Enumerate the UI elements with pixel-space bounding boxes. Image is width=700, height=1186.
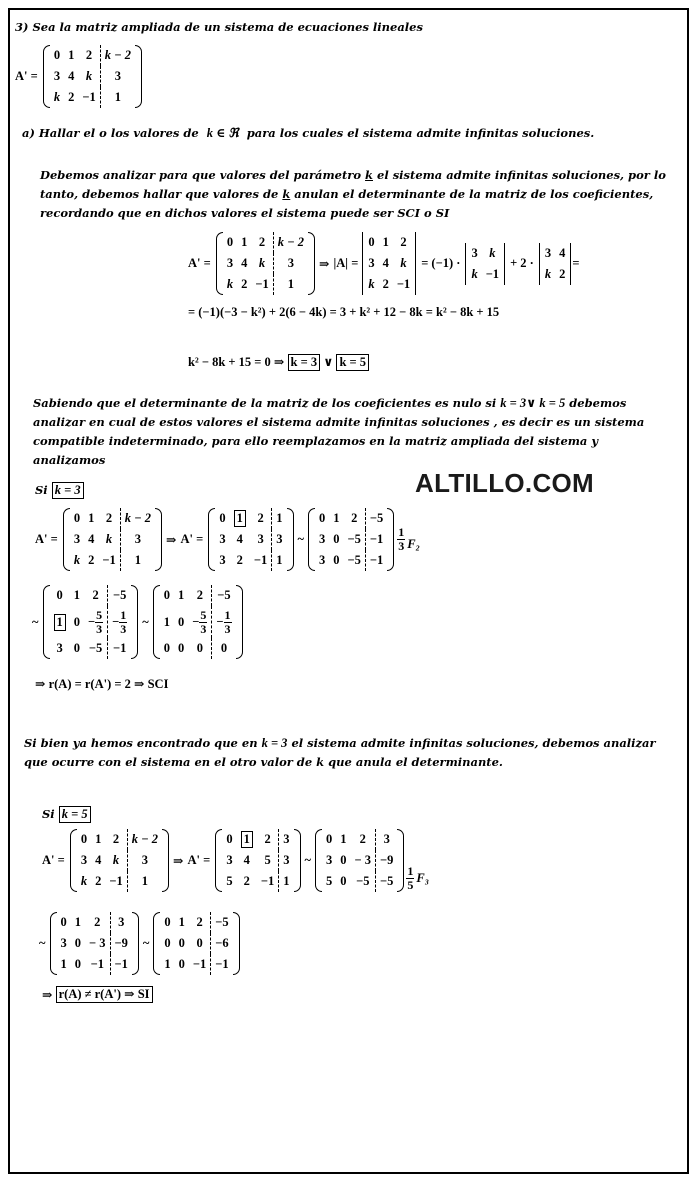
matrix-cell: 1 [273,274,308,295]
matrix-row [77,829,162,850]
matrix-cell: − $\frac{5}{3}$ [88,607,103,636]
matrix-cell: 2 [236,553,243,567]
matrix-cell: 0 [196,641,203,655]
matrix-cell: k [544,266,552,281]
or-symbol: ∨ [323,355,334,369]
matrix-cell: 1 [382,235,389,249]
det-absA: |A| = [333,256,359,270]
matrix-cell: 3 [226,256,234,270]
matrix-cell: 3 [120,529,155,550]
case5-op-num: 1 [407,864,414,878]
k5-box: k = 5 [336,354,369,371]
det-3x3 [361,232,417,295]
matrix-cell: −5 [356,874,370,888]
matrix-cell: −1 [192,957,207,971]
matrix-row [541,243,570,264]
case3-row-operation [397,526,420,553]
matrix-cell: 2 [400,235,407,249]
matrix-cell: − $\frac{1}{3}$ [212,606,236,638]
para1-t3: anulan el determinante de la matriz de los coeficientes, recordando que en dichos valores el sistema puede ser SCI o SI [40,187,654,220]
matrix-cell: −5 [212,585,236,606]
matrix-cell: 0 [212,638,236,659]
case3-matrix-2 [308,508,394,571]
case5-tilde-3: ~ [142,936,150,950]
det-line3-pre: k² − 8k + 15 = 0 ⇒ [188,355,285,369]
matrix-cell: 0 [73,614,81,629]
det-plus2: + 2 · [510,256,534,270]
matrix-cell: 2 [196,588,203,602]
determinant-line-1 [188,232,579,295]
case5-implies: ⇒ [173,853,184,868]
matrix-cell: k [471,266,478,281]
matrix-cell: 0 [196,936,203,950]
matrix-cell: 4 [95,853,102,867]
matrix-cell: 1 [272,550,287,571]
para1-t2: el sistema admite infinitas soluciones, por lo tanto, debemos hallar que valores de [40,168,666,201]
case5-matrix-2 [315,829,404,892]
para1-k1: k [365,168,373,182]
case5-matrix-4 [153,912,239,975]
matrix-cell: −1 [485,266,500,281]
case5-tilde-2: ~ [39,936,46,950]
matrix-cell: 1 [88,511,95,525]
matrix-cell: −1 [90,957,104,971]
matrix-cell: k − 2 [120,508,155,529]
matrix-row [70,550,155,571]
k3-box: k = 3 [288,354,321,371]
matrix-cell: 2 [92,588,99,602]
case3-matrix-3 [43,585,139,659]
paragraph-other-value [24,734,674,772]
matrix-cell: 3 [326,853,333,867]
para2-t2: debemos analizar en cual de estos valores el sistema admite infinitas soluciones , es decir es un sistema compatible indeterminado, para ello reemplazamos en la matriz ampliada del sistema y analizamos [33,396,645,467]
matrix-cell: 0 [53,48,61,62]
matrix-row [50,585,132,606]
matrix-row [223,232,308,253]
matrix-cell: 3 [368,256,375,270]
matrix-cell: 2 [559,266,566,281]
matrix-row [315,529,387,550]
matrix-row [541,264,570,285]
det-aug-matrix [216,232,315,295]
matrix-cell: 2 [351,511,358,525]
matrix-cell: 2 [112,832,120,846]
matrix-row [467,243,503,264]
matrix-cell: k [112,853,120,867]
matrix-cell: 2 [264,832,271,846]
matrix-row [50,638,132,659]
matrix-cell: 0 [178,614,185,629]
case5-si: Si [42,807,55,821]
matrix-row [50,606,132,638]
matrix-cell: −5 [88,641,103,655]
case3-matrix-1 [208,508,293,571]
matrix-cell: 3 [219,553,226,567]
case5-row1 [42,829,429,892]
part-a-tail: para los cuales el sistema admite infinitas soluciones. [246,126,595,140]
matrix-cell: k [80,874,88,888]
matrix-cell: k [400,256,407,270]
case5-label-1: A' = [42,853,65,867]
matrix-row [222,829,293,850]
case5-result-arrow: ⇒ [42,987,53,1002]
part-a-text: a) Hallar el o los valores de [22,126,199,140]
matrix-label: A' = [15,69,38,83]
case3-k-box: k = 3 [52,482,84,499]
det-minor-1 [464,243,506,285]
matrix-cell: 4 [241,256,248,270]
det-matrix-label: A' = [188,256,211,270]
matrix-cell: −5 [347,553,361,567]
matrix-cell: 1 [68,48,75,62]
matrix-row [322,850,397,871]
matrix-cell: −1 [102,553,116,567]
matrix-row [223,274,308,295]
matrix-cell: 1 [230,508,250,529]
para2-t1: Sabiendo que el determinante de la matriz de los coeficientes es nulo si [33,396,501,410]
matrix-row [364,253,414,274]
matrix-row [315,508,387,529]
case5-op-row: F₃ [416,871,430,885]
matrix-cell: −5 [108,585,132,606]
case3-label-1: A' = [35,532,58,546]
matrix-cell: −5 [376,871,398,892]
matrix-cell: 0 [73,641,81,655]
matrix-row [223,253,308,274]
matrix-cell: −1 [211,954,233,975]
matrix-cell: 3 [80,853,88,867]
matrix-cell: −1 [365,550,387,571]
matrix-cell: 1 [60,957,67,971]
case5-matrix-3 [50,912,139,975]
matrix-cell: 3 [272,529,287,550]
matrix-row [160,638,236,659]
matrix-cell: 3 [56,641,63,655]
matrix-cell: 1 [100,87,135,108]
matrix-cell: 1 [74,915,82,929]
case5-row2 [35,912,240,975]
matrix-row [57,954,132,975]
matrix-cell: 0 [219,511,226,525]
matrix-cell: 1 [50,606,70,638]
matrix-cell: −9 [110,933,132,954]
matrix-cell: 0 [56,588,63,602]
matrix-cell: 4 [559,245,566,260]
matrix-cell: 1 [279,871,294,892]
matrix-cell: −5 [347,532,361,546]
altillo-logo: ALTILLO.COM [415,468,595,498]
matrix-row [50,87,135,108]
matrix-cell: 1 [333,511,340,525]
matrix-cell: − 3 [89,936,106,950]
matrix-row [322,829,397,850]
para2-math: k = 3∨ k = 5 [500,396,566,410]
case5-result [42,986,153,1003]
matrix-cell: 3 [544,245,552,260]
matrix-cell: 1 [73,588,81,602]
matrix-cell: 0 [74,957,82,971]
case3-tilde-2: ~ [32,614,39,629]
matrix-cell: − 3 [354,853,372,867]
matrix-cell: k [85,69,93,83]
matrix-cell: k − 2 [127,829,162,850]
matrix-cell: 1 [95,832,102,846]
case5-tilde-1: ~ [304,853,312,867]
matrix-cell: k [226,277,234,291]
matrix-cell: −5 [211,912,233,933]
matrix-cell: k − 2 [100,45,135,66]
matrix-row [467,264,503,285]
case3-op-den: 3 [398,539,405,553]
matrix-cell: −1 [365,529,387,550]
matrix-cell: 0 [178,641,185,655]
matrix-cell: 3 [127,850,162,871]
matrix-cell: 2 [243,874,250,888]
matrix-cell: 1 [127,871,162,892]
matrix-row [77,871,162,892]
case3-tilde-3: ~ [142,614,149,629]
matrix-row [222,850,293,871]
matrix-row [215,550,286,571]
matrix-cell: −1 [253,553,268,567]
matrix-row [222,871,293,892]
case3-tilde-1: ~ [297,532,305,546]
det-minus1: = (−1) · [421,256,461,270]
matrix-cell: 4 [382,256,389,270]
matrix-cell: 0 [74,936,82,950]
matrix-cell: 4 [236,532,243,546]
matrix-cell: 0 [178,957,185,971]
matrix-cell: 2 [95,874,102,888]
matrix-row [57,912,132,933]
matrix-cell: 2 [359,832,366,846]
matrix-cell: 0 [163,588,171,602]
matrix-cell: 4 [68,69,75,83]
matrix-cell: 2 [257,511,264,525]
matrix-cell: 3 [279,829,294,850]
matrix-cell: − $\frac{1}{3}$ [108,606,132,638]
part-a-math: k ∈ ℜ [206,126,239,140]
matrix-cell: 0 [73,511,81,525]
matrix-cell: 3 [219,532,226,546]
matrix-cell: 2 [382,277,389,291]
para3-math: k = 3 [261,736,288,750]
matrix-cell: 0 [340,853,347,867]
matrix-cell: 1 [237,829,257,850]
matrix-row [364,232,414,253]
para1-t1: Debemos analizar para que valores del parámetro [40,168,366,182]
matrix-cell: 0 [178,936,185,950]
case3-implies: ⇒ [166,532,177,547]
case5-op-den: 5 [407,878,414,892]
matrix-cell: 1 [164,957,171,971]
matrix-cell: 3 [110,912,132,933]
matrix-cell: −1 [109,874,123,888]
case3-si: Si [35,483,48,497]
matrix-cell: k [105,532,113,546]
initial-matrix [43,45,142,108]
matrix-cell: 0 [333,532,340,546]
matrix-cell: −6 [211,933,233,954]
case3-result: ⇒ r(A) = r(A') = 2 ⇒ SCI [35,677,169,691]
matrix-cell: 0 [60,915,67,929]
matrix-cell: 0 [333,553,340,567]
implies-symbol: ⇒ [319,256,330,271]
matrix-cell: 2 [258,235,266,249]
matrix-cell: −1 [255,277,269,291]
matrix-row [215,508,286,529]
matrix-cell: 1 [178,588,185,602]
matrix-cell: k [489,245,496,260]
matrix-cell: 3 [60,936,67,950]
matrix-cell: 1 [272,508,287,529]
case3-title [35,481,84,500]
matrix-cell: −9 [376,850,398,871]
matrix-cell: 4 [88,532,95,546]
matrix-cell: 2 [241,277,248,291]
matrix-cell: −1 [260,874,275,888]
matrix-cell: 3 [100,66,135,87]
case3-matrix-4 [153,585,243,659]
matrix-cell: 3 [73,532,81,546]
case5-label-2: A' = [187,853,211,867]
matrix-row [160,933,232,954]
matrix-row [70,529,155,550]
matrix-cell: 5 [264,853,271,867]
matrix-cell: 0 [340,874,347,888]
matrix-row [160,585,236,606]
paragraph-parameter [40,166,670,223]
matrix-row [215,529,286,550]
matrix-cell: 0 [164,915,171,929]
matrix-cell: −1 [110,954,132,975]
matrix-cell: 3 [273,253,308,274]
matrix-cell: 3 [226,853,233,867]
matrix-row [315,550,387,571]
matrix-row [322,871,397,892]
case3-matrix-general [63,508,162,571]
matrix-cell: 1 [340,832,347,846]
matrix-cell: −1 [108,638,132,659]
matrix-cell: −1 [396,277,411,291]
matrix-cell: 2 [88,553,95,567]
matrix-cell: 3 [319,553,326,567]
case3-op-num: 1 [398,525,405,539]
matrix-cell: 2 [85,48,93,62]
matrix-row [77,850,162,871]
para1-k2: k [282,187,291,201]
matrix-cell: 0 [319,511,326,525]
matrix-cell: 0 [163,641,171,655]
case3-row1 [35,508,420,571]
paragraph-analysis [33,394,673,470]
case5-row-operation [406,865,429,892]
case5-matrix-general [70,829,169,892]
matrix-cell: 3 [257,532,264,546]
initial-matrix-block [15,45,142,108]
matrix-cell: 3 [279,850,294,871]
matrix-cell: 2 [105,511,113,525]
matrix-row [57,933,132,954]
matrix-row [160,606,236,638]
matrix-row [160,912,232,933]
determinant-line-2: = (−1)(−3 − k²) + 2(6 − 4k) = 3 + k² + 12 − 8k = k² − 8k + 15 [188,305,500,319]
matrix-cell: 2 [68,90,75,104]
case5-matrix-1 [215,829,300,892]
matrix-cell: 2 [94,915,101,929]
matrix-row [70,508,155,529]
matrix-cell: 1 [120,550,155,571]
matrix-cell: 4 [243,853,250,867]
matrix-cell: k − 2 [273,232,308,253]
matrix-cell: 3 [319,532,326,546]
determinant-line-3 [188,354,369,371]
matrix-cell: 5 [326,874,333,888]
det-minor-2 [538,243,573,285]
matrix-row [50,45,135,66]
matrix-cell: −5 [365,508,387,529]
part-a-question [22,124,594,143]
matrix-cell: 0 [164,936,171,950]
matrix-cell: − $\frac{5}{3}$ [192,607,207,636]
matrix-cell: 0 [368,235,375,249]
matrix-row [160,954,232,975]
matrix-cell: 0 [80,832,88,846]
matrix-cell: 1 [163,614,171,629]
problem-header: 3) Sea la matriz ampliada de un sistema de ecuaciones lineales [15,20,423,34]
matrix-cell: 3 [471,245,478,260]
matrix-cell: k [368,277,375,291]
para3-t1: Si bien ya hemos encontrado que en [24,736,262,750]
matrix-cell: 2 [196,915,203,929]
matrix-cell: 3 [53,69,61,83]
para3-t2: el sistema admite infinitas soluciones, debemos analizar que ocurre con el sistema en el otro valor de k que anula el determinante. [24,736,656,769]
matrix-cell: 3 [376,829,398,850]
matrix-cell: 1 [241,235,248,249]
matrix-row [364,274,414,295]
matrix-row [50,66,135,87]
case5-title [42,805,91,824]
matrix-cell: 5 [226,874,233,888]
matrix-cell: k [258,256,266,270]
matrix-cell: 0 [326,832,333,846]
case5-result-box: r(A) ≠ r(A') ⇒ SI [56,986,153,1003]
case3-row2 [28,585,243,659]
det-eq-end: = [572,256,580,270]
matrix-cell: 1 [178,915,185,929]
matrix-cell: k [73,553,81,567]
matrix-cell: k [53,90,61,104]
case3-op-row: F₂ [407,537,420,551]
matrix-cell: 0 [226,832,233,846]
matrix-cell: −1 [82,90,96,104]
matrix-cell: 0 [226,235,234,249]
case5-k-box: k = 5 [59,806,91,823]
case3-label-2: A' = [180,532,204,546]
